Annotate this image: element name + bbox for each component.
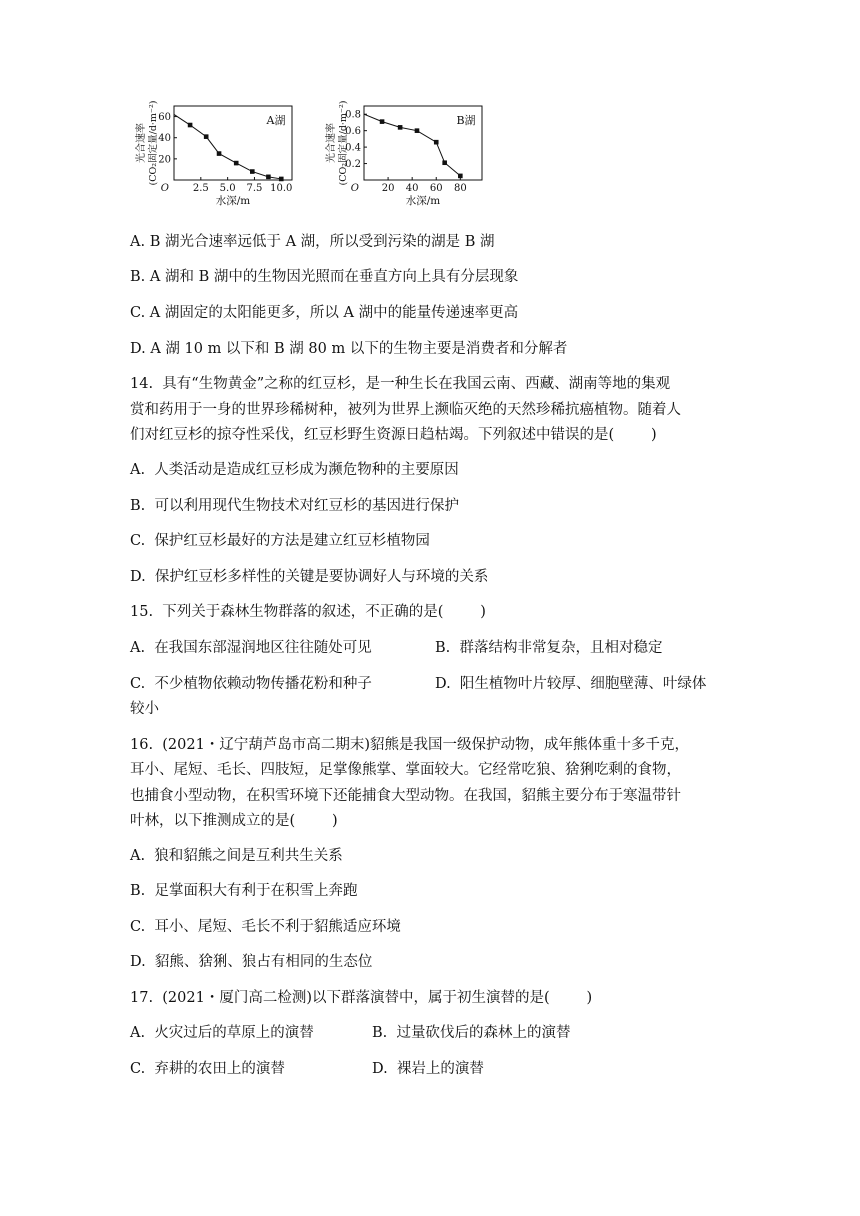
lake-a-title: A湖 <box>266 114 286 127</box>
q14-option-b: B. 可以利用现代生物技术对红豆杉的基因进行保护 <box>130 498 459 514</box>
lake-a-y-axis-label-2: (CO₂固定量/d·m⁻²) <box>148 100 159 186</box>
q17-option-a: A. 火灾过后的草原上的演替 <box>130 1025 314 1041</box>
lake-a-x-tick-label: 2.5 <box>192 183 209 194</box>
lake-a-y-tick-label: 40 <box>158 133 171 145</box>
q17-option-c: C. 弃耕的农田上的演替 <box>130 1061 285 1077</box>
q14-option-a: A. 人类活动是造成红豆杉成为濒危物种的主要原因 <box>130 462 459 478</box>
chart-lake-a-svg <box>130 100 300 212</box>
q17-stem: 17. (2021・厦门高二检测)以下群落演替中，属于初生演替的是( ) <box>130 990 593 1006</box>
lake-b-x-tick-label: 80 <box>453 183 467 194</box>
q16-option-c: C. 耳小、尾短、毛长不利于貂熊适应环境 <box>130 919 401 935</box>
q14-option-c: C. 保护红豆杉最好的方法是建立红豆杉植物园 <box>130 533 430 549</box>
q15-option-b: B. 群落结构非常复杂，且相对稳定 <box>435 640 663 656</box>
lake-b-origin-label: O <box>350 183 359 194</box>
lake-a-data-point <box>188 123 193 128</box>
q17-option-d: D. 裸岩上的演替 <box>372 1061 484 1077</box>
lake-a-y-axis-label-1: 光合速率 <box>136 123 147 163</box>
lake-b-y-tick-label: 0.2 <box>345 159 361 171</box>
q14-stem-line-3: 们对红豆杉的掠夺性采伐，红豆杉野生资源日趋枯竭。下列叙述中错误的是( ) <box>130 427 657 443</box>
lake-a-x-axis-label: 水深/m <box>215 195 251 207</box>
figure-lake-charts <box>130 100 490 212</box>
lake-b-y-tick-label: 0.4 <box>345 142 361 154</box>
q16-option-a: A. 狼和貂熊之间是互利共生关系 <box>130 848 343 864</box>
lake-a-data-point <box>250 169 255 174</box>
lake-b-y-axis-label-2: (CO₂固定量/d·m⁻²) <box>338 100 349 186</box>
q13-option-c: C. A 湖固定的太阳能更多，所以 A 湖中的能量传递速率更高 <box>130 305 519 321</box>
q16-stem-line-3: 也捕食小型动物，在积雪环境下还能捕食大型动物。在我国，貂熊主要分布于寒温带针 <box>130 788 681 804</box>
lake-b-data-point <box>398 125 403 130</box>
q16-stem-line-1: 16. (2021・辽宁葫芦岛市高二期末)貂熊是我国一级保护动物，成年熊体重十多千克， <box>130 737 689 753</box>
q16-stem-line-4: 叶林，以下推测成立的是( ) <box>130 813 338 829</box>
lake-a-data-point <box>279 177 284 182</box>
lake-b-y-tick-label: 0.8 <box>345 109 361 121</box>
lake-a-data-point <box>217 151 222 156</box>
q13-option-b: B. A 湖和 B 湖中的生物因光照而在垂直方向上具有分层现象 <box>130 269 519 285</box>
lake-b-x-axis-label: 水深/m <box>405 195 441 207</box>
q13-option-a: A. B 湖光合速率远低于 A 湖，所以受到污染的湖是 B 湖 <box>130 234 495 250</box>
chart-lake-b-svg <box>320 100 490 212</box>
q16-option-b: B. 足掌面积大有利于在积雪上奔跑 <box>130 883 358 899</box>
lake-a-origin-label: O <box>160 183 169 194</box>
lake-b-x-tick-label: 40 <box>405 183 419 194</box>
q14-stem-line-2: 赏和药用于一身的世界珍稀树种，被列为世界上濒临灭绝的天然珍稀抗癌植物。随着人 <box>130 402 681 418</box>
lake-a-x-tick-label: 5.0 <box>219 183 236 194</box>
q15-option-c: C. 不少植物依赖动物传播花粉和种子 <box>130 676 372 692</box>
lake-b-data-point <box>442 160 447 165</box>
lake-a-x-tick-label: 7.5 <box>246 183 263 194</box>
lake-b-data-point <box>415 128 420 133</box>
q15-option-d: D. 阳生植物叶片较厚、细胞壁薄、叶绿体 <box>435 676 707 692</box>
lake-b-y-tick-label: 0.6 <box>345 126 361 138</box>
q16-stem-line-2: 耳小、尾短、毛长、四肢短，足掌像熊掌、掌面较大。它经常吃狼、猞猁吃剩的食物， <box>130 762 681 778</box>
lake-a-x-tick-label: 10.0 <box>270 183 293 194</box>
lake-b-series-line <box>364 114 460 176</box>
chart-lake-a <box>130 100 300 216</box>
q15-stem: 15. 下列关于森林生物群落的叙述，不正确的是( ) <box>130 604 486 620</box>
lake-b-x-tick-label: 20 <box>381 183 395 194</box>
lake-a-y-tick-label: 20 <box>158 154 171 166</box>
q15-option-d-cont: 较小 <box>130 701 159 717</box>
lake-b-data-point <box>434 140 439 145</box>
chart-lake-b <box>320 100 490 216</box>
q14-stem-line-1: 14. 具有“生物黄金”之称的红豆杉，是一种生长在我国云南、西藏、湖南等地的集观 <box>130 376 671 392</box>
lake-a-data-point <box>234 161 239 166</box>
q15-option-a: A. 在我国东部湿润地区往往随处可见 <box>130 640 372 656</box>
q16-option-d: D. 貂熊、猞猁、狼占有相同的生态位 <box>130 954 373 970</box>
lake-a-data-point <box>266 175 271 180</box>
q14-option-d: D. 保护红豆杉多样性的关键是要协调好人与环境的关系 <box>130 569 489 585</box>
lake-b-x-tick-label: 60 <box>429 183 443 194</box>
lake-b-title: B湖 <box>456 114 476 127</box>
q17-option-b: B. 过量砍伐后的森林上的演替 <box>372 1025 571 1041</box>
lake-a-y-tick-label: 60 <box>158 112 171 124</box>
q13-option-d: D. A 湖 10 m 以下和 B 湖 80 m 以下的生物主要是消费者和分解者 <box>130 341 568 357</box>
lake-b-data-point <box>380 119 385 124</box>
lake-a-data-point <box>204 134 209 139</box>
lake-b-data-point <box>458 174 463 179</box>
lake-b-y-axis-label-1: 光合速率 <box>326 123 337 163</box>
